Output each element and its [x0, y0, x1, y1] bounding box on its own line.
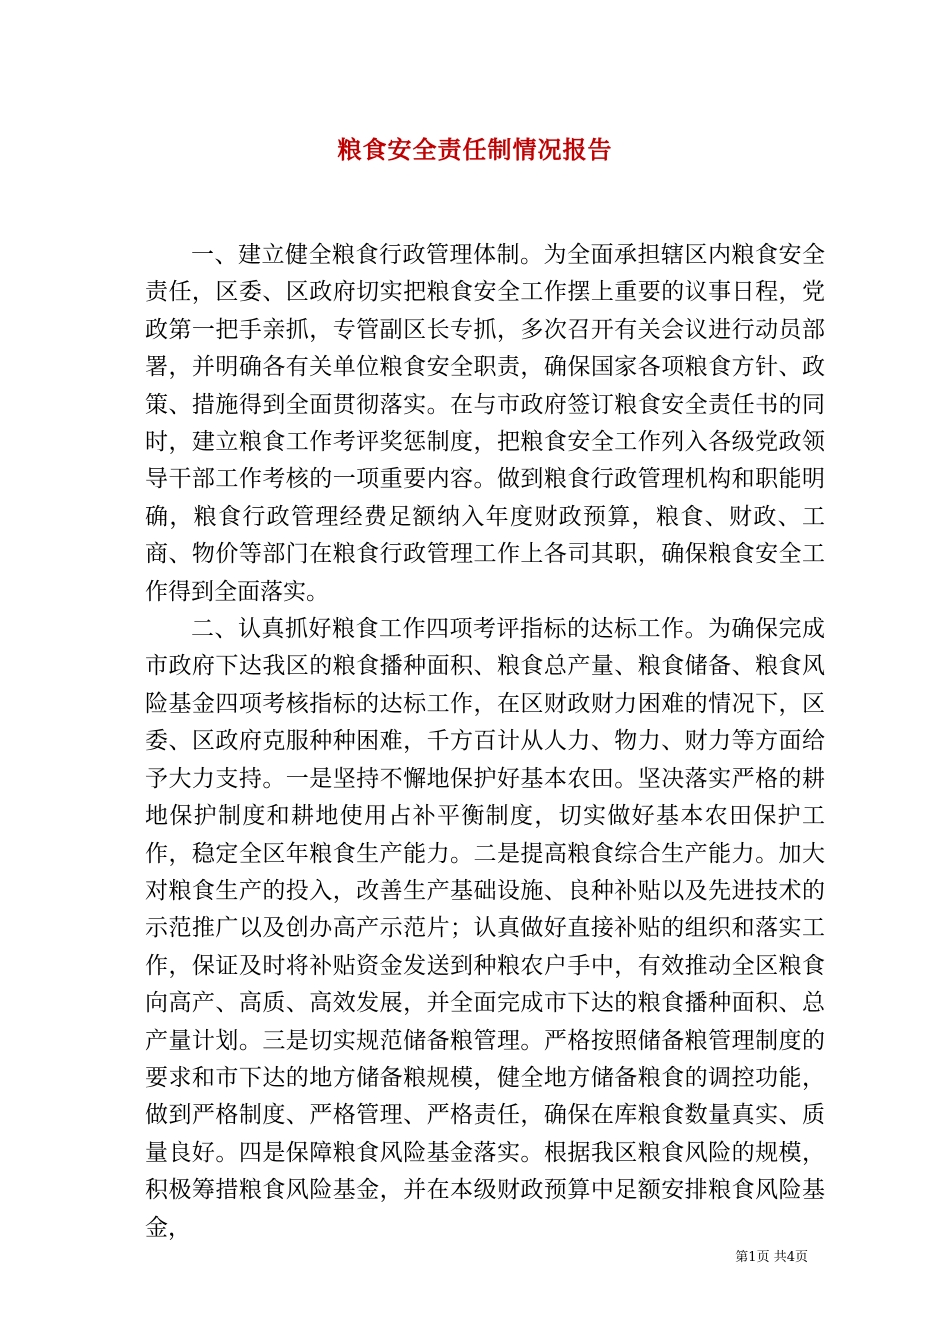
footer-prefix: 第: [735, 1250, 749, 1265]
footer-middle: 页 共: [756, 1250, 787, 1265]
footer-total-pages: 4: [786, 1250, 795, 1265]
footer-current-page: 1: [748, 1250, 757, 1265]
paragraph-2: 二、认真抓好粮食工作四项考评指标的达标工作。为确保完成市政府下达我区的粮食播种面积、粮食总产量、粮食储备、粮食风险基金四项考核指标的达标工作，在区财政财力困难的情况下，区委、区政府克服种种困难，千方百计从人力、物力、财力等方面给予大力支持。一是坚持不懈地保护好基本农田。坚决落实严格的耕地保护制度和耕地使用占补平衡制度，切实做好基本农田保护工作，稳定全区年粮食生产能力。二是提高粮食综合生产能力。加大对粮食生产的投入，改善生产基础设施、良种补贴以及先进技术的示范推广以及创办高产示范片；认真做好直接补贴的组织和落实工作，保证及时将补贴资金发送到种粮农户手中，有效推动全区粮食向高产、高质、高效发展，并全面完成市下达的粮食播种面积、总产量计划。三是切实规范储备粮管理。严格按照储备粮管理制度的要求和市下达的地方储备粮规模，健全地方储备粮食的调控功能，做到严格制度、严格管理、严格责任，确保在库粮食数量真实、质量良好。四是保障粮食风险基金落实。根据我区粮食风险的规模，积极筹措粮食风险基金，并在本级财政预算中足额安排粮食风险基金，: [145, 616, 825, 1241]
document-body: [145, 237, 825, 1247]
page-title: 粮食安全责任制情况报告: [337, 135, 613, 164]
paragraph-1: 一、建立健全粮食行政管理体制。为全面承担辖区内粮食安全责任，区委、区政府切实把粮食安全工作摆上重要的议事日程，党政第一把手亲抓，专管副区长专抓，多次召开有关会议进行动员部署，并明确各有关单位粮食安全职责，确保国家各项粮食方针、政策、措施得到全面贯彻落实。在与市政府签订粮食安全责任书的同时，建立粮食工作考评奖惩制度，把粮食安全工作列入各级党政领导干部工作考核的一项重要内容。做到粮食行政管理机构和职能明确，粮食行政管理经费足额纳入年度财政预算，粮食、财政、工商、物价等部门在粮食行政管理工作上各司其职，确保粮食安全工作得到全面落实。: [145, 242, 825, 605]
page-footer: [735, 1249, 808, 1267]
footer-suffix: 页: [794, 1250, 808, 1265]
